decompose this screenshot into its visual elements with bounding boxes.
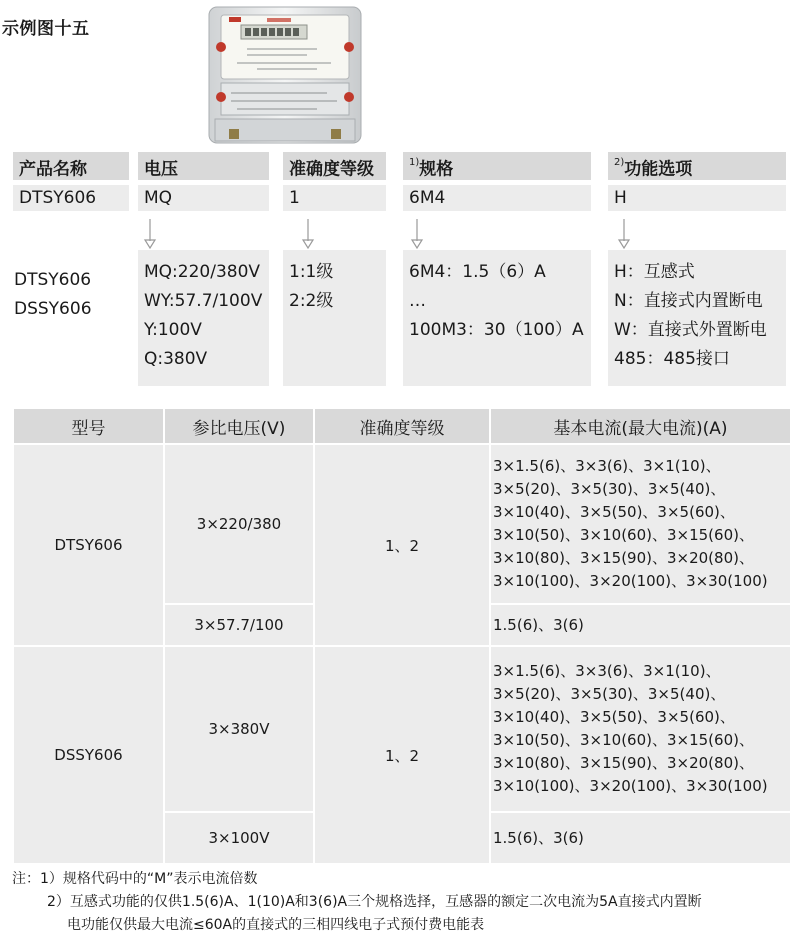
table-header-cell: 准确度等级 <box>314 409 490 444</box>
current-line: 3×1.5(6)、3×3(6)、3×1(10)、 <box>493 457 721 475</box>
footnote-2-continued: 电功能仅供最大电流≤60A的直接式的三相四线电子式预付费电能表 <box>67 917 485 933</box>
column-header-product-name: 产品名称 <box>13 152 129 180</box>
detail-line: DSSY606 <box>14 299 92 319</box>
table-header-cell: 参比电压(V) <box>164 409 314 444</box>
model-cell: DSSY606 <box>14 646 164 863</box>
electricity-meter-image <box>207 5 365 147</box>
column-header-function-options: $^{2)}$功能选项 <box>608 152 786 180</box>
current-line: 1.5(6)、3(6) <box>493 828 584 847</box>
current-line: 3×10(100)、3×20(100)、3×30(100) <box>493 572 768 590</box>
current-line: 3×5(20)、3×5(30)、3×5(40)、 <box>493 685 726 703</box>
down-arrow-icon <box>143 219 157 249</box>
detail-line: 1:1级 <box>289 262 334 282</box>
column-details-specification <box>403 250 591 386</box>
voltage-cell: 3×100V <box>164 812 314 863</box>
current-cell <box>490 812 790 863</box>
voltage-cell: 3×57.7/100 <box>164 604 314 646</box>
table-header-cell: 型号 <box>14 409 164 444</box>
column-details-voltage <box>138 250 269 386</box>
column-header-voltage: 电压 <box>138 152 269 180</box>
accuracy-cell: 1、2 <box>314 444 490 646</box>
current-cell <box>490 444 790 604</box>
current-line: 1.5(6)、3(6) <box>493 615 584 634</box>
spec-table <box>14 409 790 863</box>
model-cell: DTSY606 <box>14 444 164 646</box>
column-value-product-name: DTSY606 <box>13 185 129 211</box>
detail-line: 485：485接口 <box>614 349 730 369</box>
column-value-accuracy: 1 <box>283 185 386 211</box>
current-line: 3×5(20)、3×5(30)、3×5(40)、 <box>493 480 726 498</box>
detail-line: 2:2级 <box>289 291 334 311</box>
current-cell <box>490 604 790 646</box>
detail-line: MQ:220/380V <box>144 262 261 282</box>
current-line: 3×10(100)、3×20(100)、3×30(100) <box>493 777 768 795</box>
current-line: 3×10(40)、3×5(50)、3×5(60)、 <box>493 708 735 726</box>
detail-line: H：互感式 <box>614 262 695 282</box>
accuracy-cell: 1、2 <box>314 646 490 863</box>
down-arrow-icon <box>617 219 631 249</box>
current-line: 3×1.5(6)、3×3(6)、3×1(10)、 <box>493 662 721 680</box>
detail-line: Q:380V <box>144 349 208 369</box>
column-details-product-name <box>8 258 129 328</box>
detail-line: W：直接式外置断电 <box>614 320 767 340</box>
table-row <box>14 646 790 812</box>
current-line: 3×10(80)、3×15(90)、3×20(80)、 <box>493 754 754 772</box>
current-line: 3×10(80)、3×15(90)、3×20(80)、 <box>493 549 754 567</box>
footnote-1: 注：1）规格代码中的“M”表示电流倍数 <box>12 871 258 887</box>
footnotes <box>12 868 702 937</box>
voltage-cell: 3×220/380 <box>164 444 314 604</box>
detail-line: DTSY606 <box>14 270 92 290</box>
current-line: 3×10(40)、3×5(50)、3×5(60)、 <box>493 503 735 521</box>
column-details-accuracy <box>283 250 386 386</box>
current-line: 3×10(50)、3×10(60)、3×15(60)、 <box>493 731 754 749</box>
page-title: 示例图十五 <box>2 19 90 39</box>
table-row <box>14 444 790 604</box>
current-line: 3×10(50)、3×10(60)、3×15(60)、 <box>493 526 754 544</box>
down-arrow-icon <box>410 219 424 249</box>
table-header-row <box>14 409 790 444</box>
current-cell <box>490 646 790 812</box>
column-value-voltage: MQ <box>138 185 269 211</box>
detail-line: WY:57.7/100V <box>144 291 263 311</box>
column-details-function-options <box>608 250 786 386</box>
detail-line: N：直接式内置断电 <box>614 291 763 311</box>
footnote-2: 2）互感式功能的仅供1.5(6)A、1(10)A和3(6)A三个规格选择，互感器的额定二次电流为5A直接式内置断 <box>47 894 702 910</box>
table-header-cell: 基本电流(最大电流)(A) <box>490 409 790 444</box>
down-arrow-icon <box>301 219 315 249</box>
column-header-accuracy: 准确度等级 <box>283 152 386 180</box>
detail-line: Y:100V <box>144 320 202 340</box>
detail-line: 100M3：30（100）A <box>409 320 584 340</box>
column-value-function-options: H <box>608 185 786 211</box>
detail-line: 6M4：1.5（6）A <box>409 262 546 282</box>
column-header-specification: $^{1)}$规格 <box>403 152 591 180</box>
detail-line: … <box>409 291 426 311</box>
voltage-cell: 3×380V <box>164 646 314 812</box>
column-value-specification: 6M4 <box>403 185 591 211</box>
